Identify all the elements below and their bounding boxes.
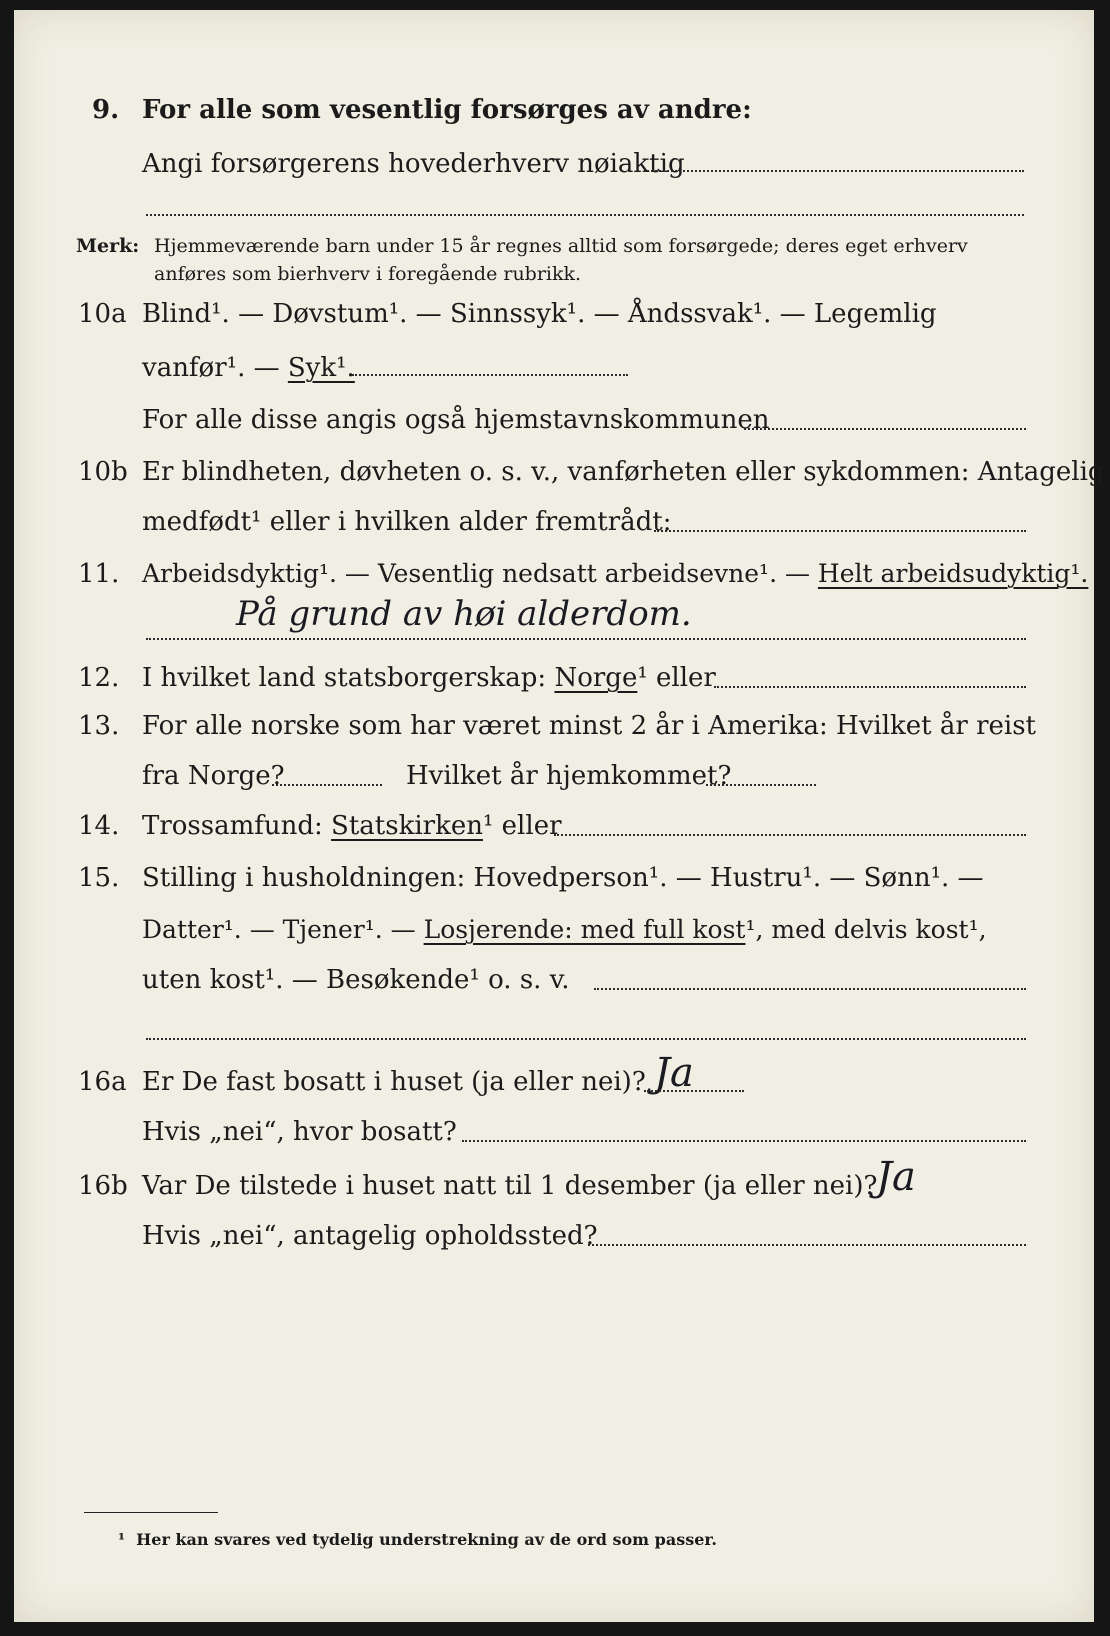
q14-eller: ¹ eller: [482, 811, 562, 841]
q9-line: Angi forsørgerens hovederhverv nøiaktig: [142, 149, 685, 179]
q12-norge-underlined: Norge: [554, 663, 638, 693]
q15-line-2: [142, 914, 987, 946]
q14-statskirken-underlined: Statskirken: [331, 811, 483, 841]
q9-answer-field-2[interactable]: [146, 214, 1024, 216]
merk-line-1: Hjemmeværende barn under 15 år regnes alltid som forsørgede; deres eget erhverv: [154, 235, 968, 257]
q15-answer-field-2[interactable]: [146, 1038, 1026, 1040]
q16b-line-2: Hvis „nei“, antagelig opholdssted?: [142, 1221, 598, 1251]
q13-line-2a: fra Norge?: [142, 761, 285, 791]
q10a-syk-underlined: Syk¹.: [287, 353, 355, 383]
q13-number: 13.: [78, 711, 120, 741]
q10b-line-1: Er blindheten, døvheten o. s. v., vanførheten eller sykdommen: Antagelig: [142, 457, 1105, 487]
q15-number: 15.: [78, 863, 120, 893]
q13-line-2b: Hvilket år hjemkommet?: [406, 761, 732, 791]
q14-answer-field[interactable]: [554, 834, 1026, 836]
q10a-answer-field[interactable]: [352, 374, 628, 376]
q16a-handwritten-answer: Ja: [654, 1050, 694, 1096]
q11-options: Arbeidsdyktig¹. — Vesentlig nedsatt arbeidsevne¹. —: [142, 559, 818, 588]
q10a-line-3: For alle disse angis også hjemstavnskommunen: [142, 405, 770, 435]
footnote-rule: [84, 1512, 218, 1513]
footnote-mark: ¹: [118, 1530, 126, 1549]
q10b-line-2: medfødt¹ eller i hvilken alder fremtrådt:: [142, 507, 672, 537]
q10a-line-2: [142, 352, 355, 384]
q16b-handwritten-answer: Ja: [876, 1154, 916, 1200]
q11-handwritten-answer: På grund av høi alderdom.: [236, 594, 692, 634]
q15-line-1: Stilling i husholdningen: Hovedperson¹. — Hustru¹. — Sønn¹. —: [142, 863, 984, 893]
q13-line-1: For alle norske som har været minst 2 år i Amerika: Hvilket år reist: [142, 711, 1036, 741]
q15-line-3: uten kost¹. — Besøkende¹ o. s. v.: [142, 965, 570, 995]
q11-helt-underlined: Helt arbeidsudyktig¹.: [817, 559, 1089, 588]
census-form-page: [14, 10, 1105, 1622]
q13-hjemkommet-field[interactable]: [706, 784, 816, 786]
q13-reist-field[interactable]: [272, 784, 382, 786]
q9-answer-field[interactable]: [644, 170, 1024, 172]
q11-line-1: [142, 558, 1088, 590]
q12-eller: ¹ eller: [637, 663, 716, 693]
q12-question: I hvilket land statsborgerskap:: [142, 663, 555, 693]
q14-number: 14.: [78, 811, 120, 841]
q11-number: 11.: [78, 559, 120, 589]
q12-number: 12.: [78, 663, 120, 693]
q16a-line-2: Hvis „nei“, hvor bosatt?: [142, 1117, 457, 1147]
q10a-hjemstavn-field[interactable]: [744, 428, 1026, 430]
q15-options: Datter¹. — Tjener¹. —: [142, 915, 424, 944]
q10b-number: 10b: [78, 457, 128, 487]
q10b-answer-field[interactable]: [654, 530, 1026, 532]
merk-label: Merk:: [76, 235, 140, 257]
q14-question: Trossamfund:: [142, 811, 332, 841]
q15-delvis: ¹, med delvis kost¹,: [745, 915, 987, 944]
merk-line-2: anføres som bierhverv i foregående rubrikk.: [154, 263, 582, 285]
q10a-vanfor: vanfør¹. —: [142, 353, 288, 383]
q16a-bosatt-field[interactable]: [462, 1140, 1026, 1142]
q16a-line-1: Er De fast bosatt i huset (ja eller nei)?: [142, 1067, 646, 1097]
q11-answer-field[interactable]: [146, 638, 1026, 640]
q10a-number: 10a: [78, 299, 127, 329]
q14-line: [142, 810, 562, 842]
q12-line: [142, 662, 716, 694]
q12-answer-field[interactable]: [714, 686, 1026, 688]
q16a-answer-field[interactable]: [644, 1090, 744, 1092]
footnote: [118, 1530, 717, 1549]
q16a-number: 16a: [78, 1067, 127, 1097]
q9-number: 9.: [92, 95, 120, 125]
footnote-text: Her kan svares ved tydelig understrekning av de ord som passer.: [136, 1530, 717, 1549]
q9-title: For alle som vesentlig forsørges av andre:: [142, 95, 752, 125]
q15-losjerende-underlined: Losjerende: med full kost: [423, 915, 746, 944]
q16b-opholdssted-field[interactable]: [588, 1244, 1026, 1246]
q16b-number: 16b: [78, 1171, 128, 1201]
q15-answer-field[interactable]: [594, 988, 1026, 990]
q16b-line-1: Var De tilstede i huset natt til 1 desember (ja eller nei)?: [142, 1171, 878, 1201]
q10a-line-1: Blind¹. — Døvstum¹. — Sinnssyk¹. — Åndssvak¹. — Legemlig: [142, 299, 937, 329]
